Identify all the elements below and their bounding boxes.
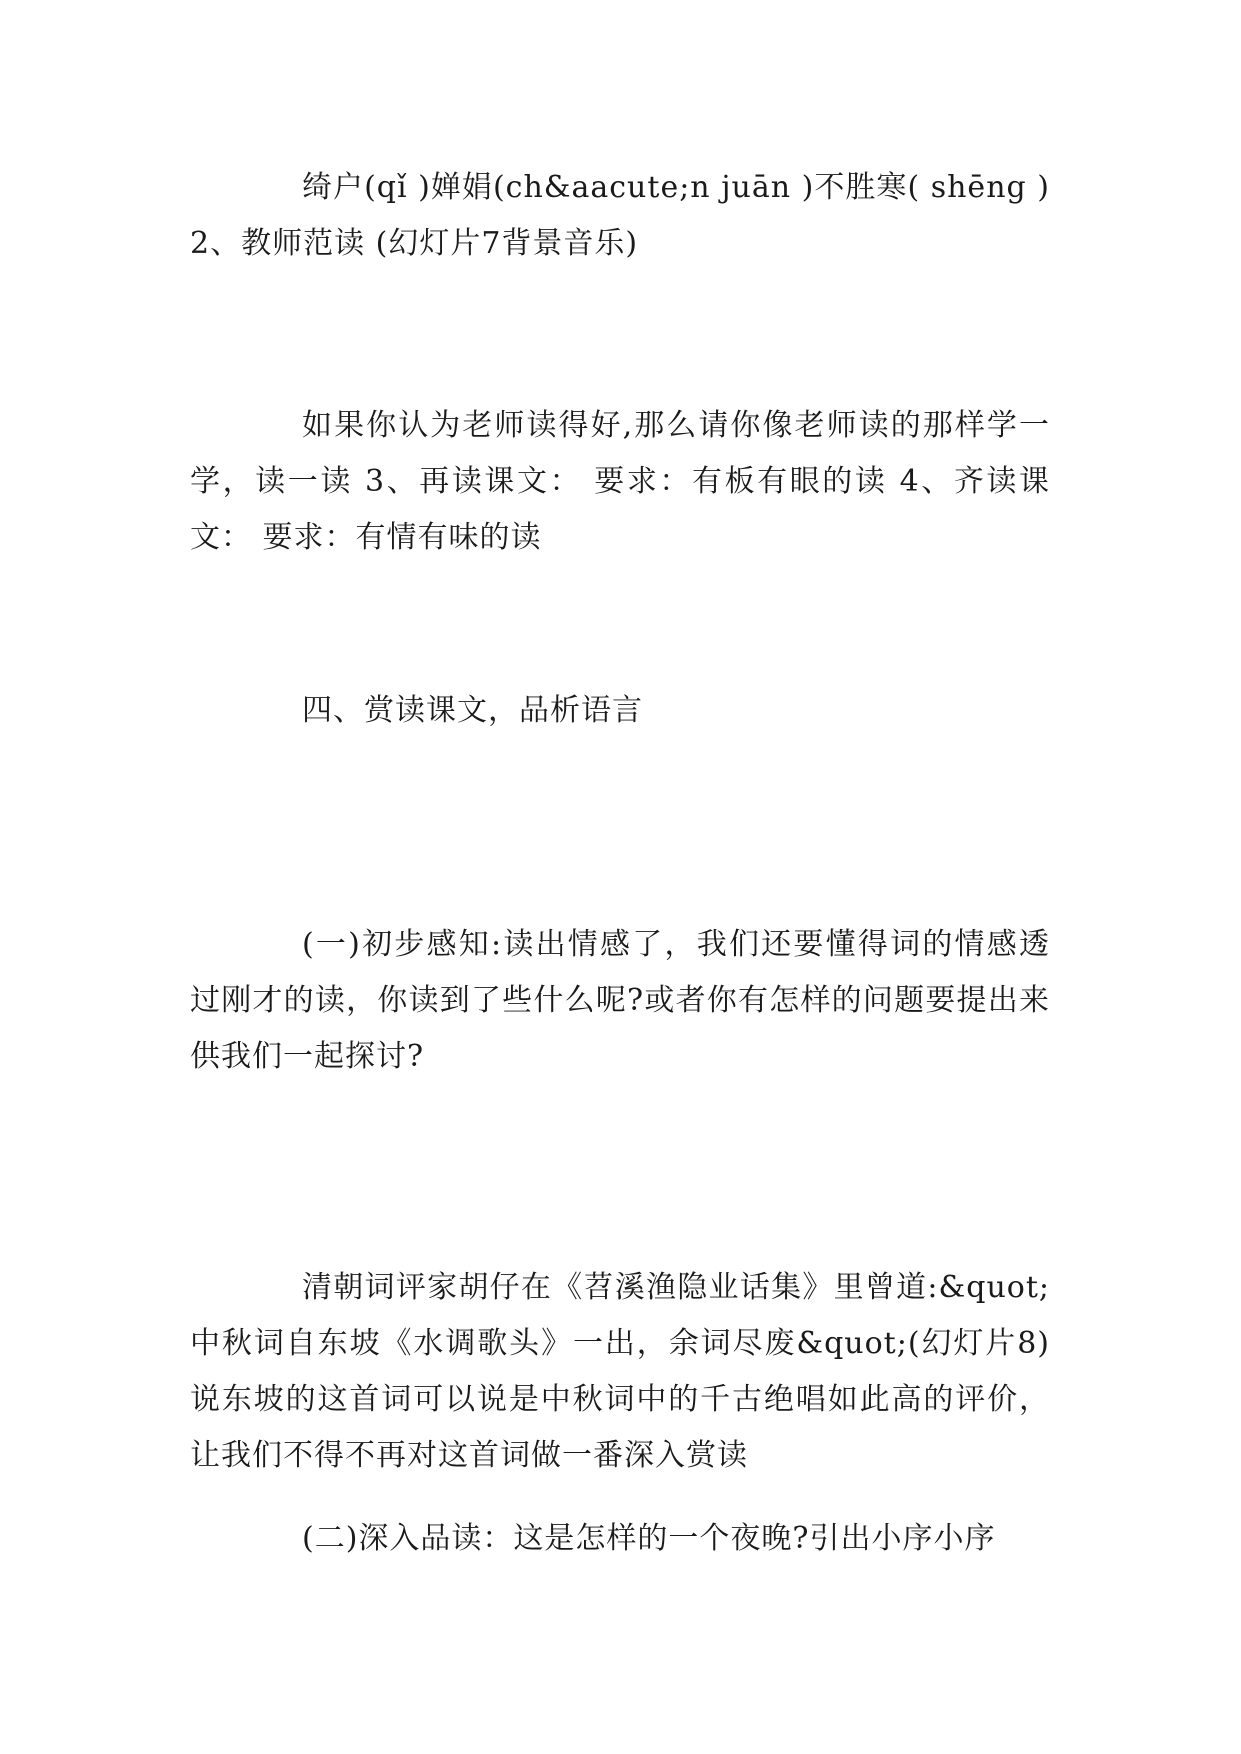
paragraph-deep-reading: (二)深入品读：这是怎样的一个夜晚?引出小序小序 bbox=[302, 1521, 996, 1556]
paragraph-reading-requirements: 如果你认为老师读得好,那么请你像老师读的那样学一学，读一读 3、再读课文： 要求：有板有眼的读 4、齐读课文： 要求：有情有味的读 bbox=[190, 408, 1050, 555]
section-heading-appreciation: 四、赏读课文，品析语言 bbox=[302, 693, 643, 728]
paragraph-initial-perception: (一)初步感知:读出情感了，我们还要懂得词的情感透过刚才的读，你读到了些什么呢?或者你有怎样的问题要提出来供我们一起探讨? bbox=[190, 927, 1050, 1074]
paragraph-critic-quote: 清朝词评家胡仔在《苕溪渔隐业话集》里曾道:&quot;中秋词自东坡《水调歌头》一出，余词尽废&quot;(幻灯片8)说东坡的这首词可以说是中秋词中的千古绝唱如此高的评价，让我们不得不再对这首词做一番深入赏读 bbox=[190, 1270, 1050, 1473]
paragraph-pronunciation-reading: 绮户(qǐ )婵娟(ch&aacute;n juān )不胜寒( shēng ) 2、教师范读 (幻灯片7背景音乐) bbox=[190, 170, 1050, 261]
